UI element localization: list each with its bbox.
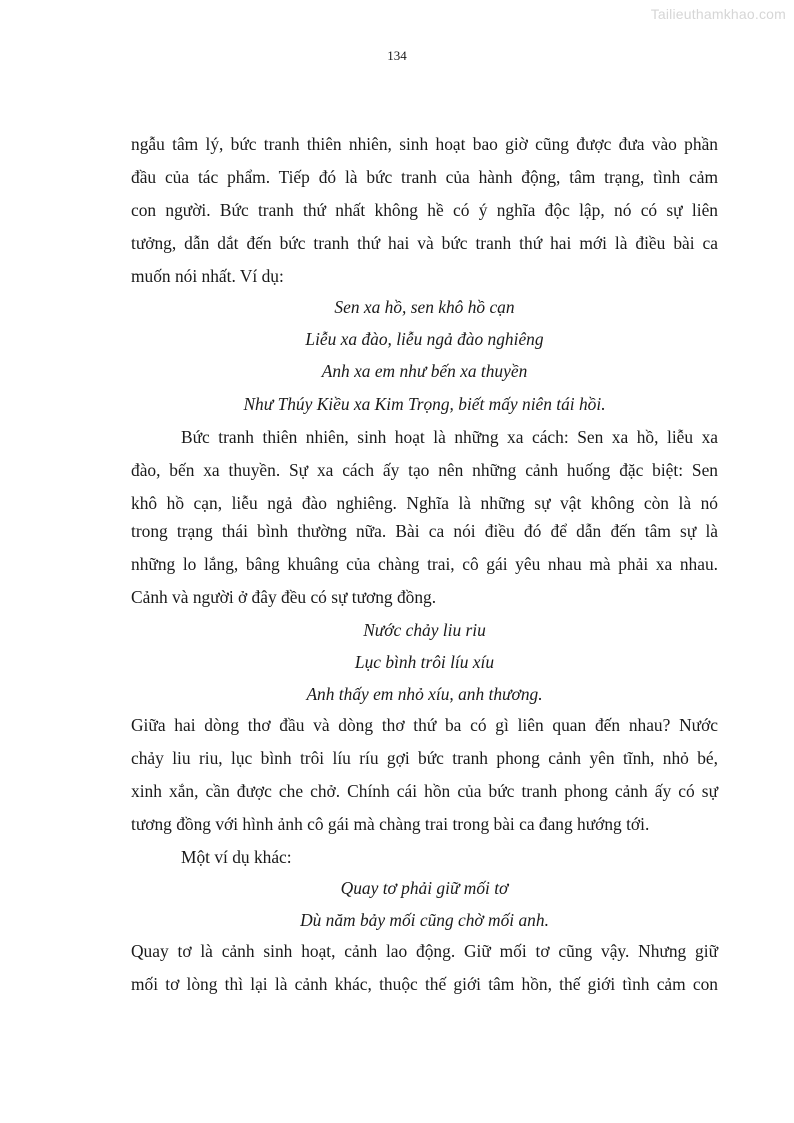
paragraph-line: Bức tranh thiên nhiên, sinh hoạt là những xa cách: Sen xa hồ, liễu xa xyxy=(181,427,718,447)
paragraph-line: muốn nói nhất. Ví dụ: xyxy=(131,266,284,286)
paragraph-line: Cảnh và người ở đây đều có sự tương đồng. xyxy=(131,587,437,607)
paragraph-line: ngẫu tâm lý, bức tranh thiên nhiên, sinh hoạt bao giờ cũng được đưa vào phần xyxy=(131,134,718,154)
paragraph-line: khô hồ cạn, liễu ngả đào nghiêng. Nghĩa là những sự vật không còn là nó xyxy=(131,493,718,513)
verse-line: Như Thúy Kiều xa Kim Trọng, biết mấy niên tái hồi. xyxy=(243,394,606,414)
paragraph-line: Giữa hai dòng thơ đầu và dòng thơ thứ ba có gì liên quan đến nhau? Nước xyxy=(131,715,718,735)
paragraph-line: đào, bến xa thuyền. Sự xa cách ấy tạo nên những cảnh huống đặc biệt: Sen xyxy=(131,460,718,480)
paragraph-line: tưởng, dẫn dắt đến bức tranh thứ hai và bức tranh thứ hai mới là điều bài ca xyxy=(131,233,718,253)
verse-line: Liễu xa đào, liễu ngả đào nghiêng xyxy=(305,329,544,349)
paragraph-line: xinh xắn, cần được che chở. Chính cái hồn của bức tranh phong cảnh ấy có sự xyxy=(131,781,718,801)
verse-line: Lục bình trôi líu xíu xyxy=(354,652,495,672)
paragraph-line: Một ví dụ khác: xyxy=(181,847,292,867)
paragraph-line: đầu của tác phẩm. Tiếp đó là bức tranh của hành động, tâm trạng, tình cảm xyxy=(131,167,718,187)
verse-line: Sen xa hồ, sen khô hồ cạn xyxy=(334,297,515,317)
watermark: Tailieuthamkhao.com xyxy=(650,6,786,22)
paragraph-line: mối tơ lòng thì lại là cảnh khác, thuộc thế giới tâm hồn, thế giới tình cảm con xyxy=(131,974,718,994)
verse-line: Nước chảy liu riu xyxy=(363,620,486,640)
verse-line: Quay tơ phải giữ mối tơ xyxy=(340,878,509,898)
paragraph-line: những lo lắng, bâng khuâng của chàng trai, cô gái yêu nhau mà phải xa nhau. xyxy=(131,554,718,574)
verse-line: Anh thấy em nhỏ xíu, anh thương. xyxy=(306,684,543,704)
paragraph-line: con người. Bức tranh thứ nhất không hề có ý nghĩa độc lập, nó có sự liên xyxy=(131,200,718,220)
page-number: 134 xyxy=(387,48,407,63)
paragraph-line: chảy liu riu, lục bình trôi líu ríu gợi bức tranh phong cảnh yên tĩnh, nhỏ bé, xyxy=(131,748,718,768)
paragraph-line: Quay tơ là cảnh sinh hoạt, cảnh lao động. Giữ mối tơ cũng vậy. Nhưng giữ xyxy=(131,941,718,961)
verse-line: Anh xa em như bến xa thuyền xyxy=(321,361,528,381)
paragraph-line: tương đồng với hình ảnh cô gái mà chàng trai trong bài ca đang hướng tới. xyxy=(131,814,650,834)
paragraph-line: trong trạng thái bình thường nữa. Bài ca nói điều đó để dẫn đến tâm sự là xyxy=(131,521,718,541)
verse-line: Dù năm bảy mối cũng chờ mối anh. xyxy=(300,910,549,930)
